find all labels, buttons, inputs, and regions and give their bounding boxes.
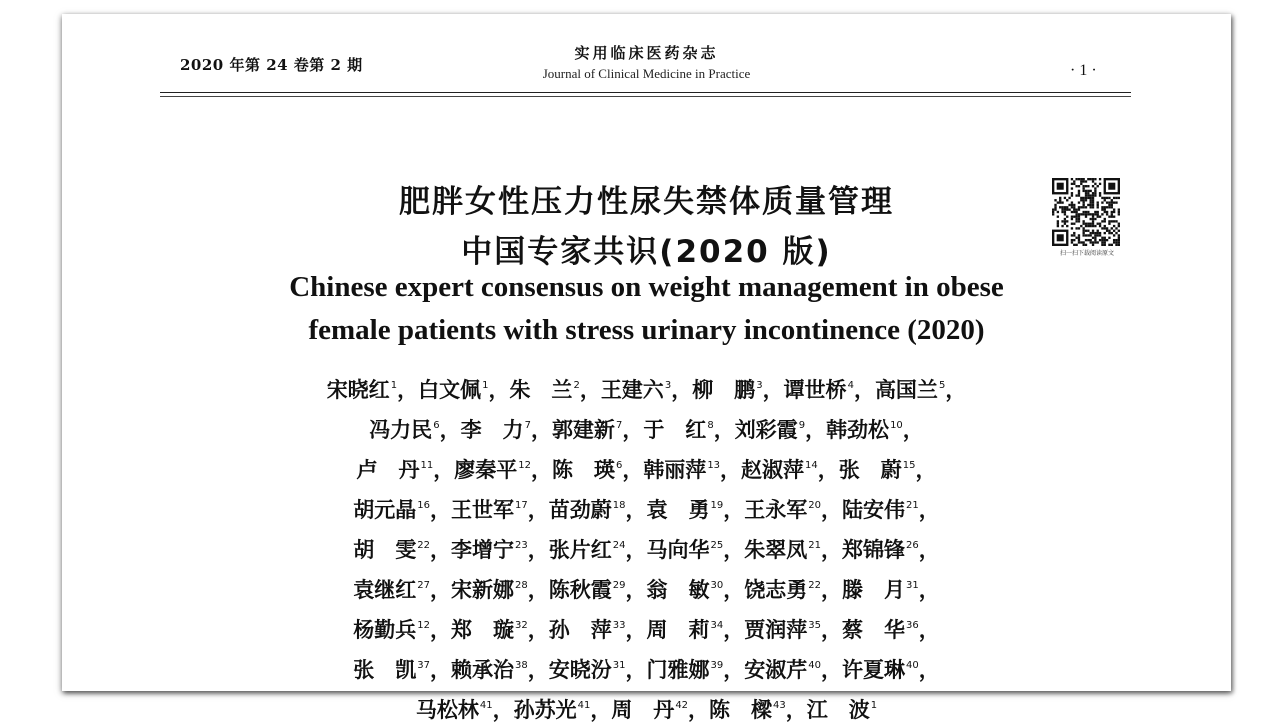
author-separator: ， bbox=[918, 538, 940, 562]
author bbox=[744, 618, 821, 642]
author-separator: ， bbox=[918, 498, 940, 522]
author-separator: ， bbox=[820, 618, 842, 642]
author-separator: ， bbox=[430, 578, 452, 602]
author-separator: ， bbox=[625, 618, 647, 642]
author-affiliation: 28 bbox=[515, 580, 528, 591]
author bbox=[549, 578, 626, 602]
author-name: 陆安伟 bbox=[841, 498, 905, 522]
author-list bbox=[62, 368, 1231, 728]
author bbox=[643, 418, 713, 442]
author-affiliation: 18 bbox=[612, 500, 626, 511]
author-name: 宋新娜 bbox=[451, 578, 515, 602]
author-name: 安淑芹 bbox=[744, 658, 808, 682]
author-line bbox=[62, 368, 1231, 408]
author-name: 马向华 bbox=[646, 538, 710, 562]
author-separator: ， bbox=[723, 578, 745, 602]
author bbox=[647, 578, 724, 602]
author bbox=[353, 578, 430, 602]
author-separator: ， bbox=[527, 538, 549, 562]
author bbox=[451, 618, 528, 642]
author-affiliation: 16 bbox=[417, 500, 431, 511]
author-name: 安晓汾 bbox=[548, 658, 612, 682]
author-separator: ， bbox=[439, 418, 461, 442]
journal-name-cn: 实用临床医药杂志 bbox=[574, 44, 719, 62]
author bbox=[709, 698, 786, 722]
author-name: 滕 月 bbox=[841, 578, 905, 602]
author-name: 卢 丹 bbox=[356, 458, 420, 482]
author-affiliation: 22 bbox=[808, 580, 821, 591]
author bbox=[601, 378, 671, 402]
author-separator: ， bbox=[433, 458, 455, 482]
author-affiliation: 5 bbox=[938, 380, 946, 391]
header-rule-thick bbox=[160, 92, 1131, 93]
author-name: 孙苏光 bbox=[513, 698, 577, 722]
author-affiliation: 39 bbox=[710, 660, 724, 671]
author-separator: ， bbox=[723, 538, 745, 562]
title-en-line-2: female patients with stress urinary incontinence (2020) bbox=[308, 314, 985, 346]
author-name: 胡 雯 bbox=[353, 538, 417, 562]
author-separator: ， bbox=[430, 538, 452, 562]
author bbox=[744, 658, 821, 682]
author bbox=[451, 658, 528, 682]
author-name: 李 力 bbox=[460, 418, 524, 442]
author-affiliation: 40 bbox=[905, 660, 919, 671]
author-affiliation: 40 bbox=[808, 660, 821, 671]
author-separator: ， bbox=[622, 458, 644, 482]
author-name: 袁继红 bbox=[353, 578, 417, 602]
author-name: 高国兰 bbox=[874, 378, 938, 402]
author bbox=[647, 618, 724, 642]
author-affiliation: 14 bbox=[805, 460, 818, 471]
author bbox=[643, 458, 720, 482]
author-name: 郭建新 bbox=[551, 418, 615, 442]
author-affiliation: 35 bbox=[808, 620, 821, 631]
author-separator: ， bbox=[671, 378, 693, 402]
author-name: 门雅娜 bbox=[646, 658, 710, 682]
author-name: 孙 萍 bbox=[548, 618, 612, 642]
title-cn-line-1: 肥胖女性压力性尿失禁体质量管理 bbox=[399, 184, 894, 220]
author bbox=[353, 658, 430, 682]
author bbox=[839, 458, 916, 482]
author-name: 白文佩 bbox=[418, 378, 482, 402]
author-affiliation: 10 bbox=[890, 420, 903, 431]
author-affiliation: 21 bbox=[905, 500, 919, 511]
author-affiliation: 29 bbox=[612, 580, 626, 591]
author-affiliation: 23 bbox=[515, 540, 528, 551]
author bbox=[744, 578, 821, 602]
author-name: 王建六 bbox=[600, 378, 664, 402]
author bbox=[744, 498, 821, 522]
author-affiliation: 31 bbox=[612, 660, 626, 671]
author bbox=[353, 538, 430, 562]
author bbox=[514, 698, 591, 722]
author bbox=[549, 498, 626, 522]
author-affiliation: 41 bbox=[479, 700, 493, 711]
author-line bbox=[62, 448, 1231, 488]
author-name: 陈 瑛 bbox=[551, 458, 615, 482]
author-name: 王世军 bbox=[451, 498, 515, 522]
header-rule-thin bbox=[160, 96, 1131, 97]
author-name: 郑 璇 bbox=[451, 618, 515, 642]
author-separator: ， bbox=[488, 378, 510, 402]
author-separator: ， bbox=[492, 698, 514, 722]
author-name: 刘彩霞 bbox=[734, 418, 798, 442]
paper-page bbox=[62, 14, 1231, 722]
author-separator: ， bbox=[430, 618, 452, 642]
author-name: 贾润萍 bbox=[744, 618, 808, 642]
author bbox=[369, 418, 439, 442]
author-name: 赖承治 bbox=[451, 658, 515, 682]
author-line bbox=[62, 528, 1231, 568]
title-en-line-1: Chinese expert consensus on weight management in obese bbox=[289, 271, 1004, 303]
author-separator: ， bbox=[430, 498, 452, 522]
qr-code-icon[interactable] bbox=[1052, 178, 1120, 246]
author-affiliation: 24 bbox=[612, 540, 626, 551]
author bbox=[741, 458, 818, 482]
author-name: 朱翠凤 bbox=[744, 538, 808, 562]
author-affiliation: 13 bbox=[707, 460, 721, 471]
author-affiliation: 38 bbox=[515, 660, 528, 671]
author-affiliation: 3 bbox=[756, 380, 763, 391]
author-separator: ， bbox=[622, 418, 644, 442]
author-name: 谭世桥 bbox=[783, 378, 847, 402]
author-affiliation: 36 bbox=[905, 620, 919, 631]
author-affiliation: 12 bbox=[518, 460, 531, 471]
author-name: 张片红 bbox=[548, 538, 612, 562]
author-name: 饶志勇 bbox=[744, 578, 808, 602]
author-name: 张 蔚 bbox=[838, 458, 902, 482]
author bbox=[842, 618, 919, 642]
author-separator: ， bbox=[625, 538, 647, 562]
author-affiliation: 30 bbox=[710, 580, 724, 591]
author-separator: ， bbox=[720, 458, 742, 482]
author-name: 许夏琳 bbox=[841, 658, 905, 682]
author-affiliation: 8 bbox=[707, 420, 714, 431]
author-separator: ， bbox=[625, 578, 647, 602]
journal-name-en: Journal of Clinical Medicine in Practice bbox=[542, 66, 751, 81]
author-separator: ， bbox=[579, 378, 601, 402]
author bbox=[842, 538, 919, 562]
author-separator: ， bbox=[590, 698, 612, 722]
author-separator: ， bbox=[527, 618, 549, 642]
author-name: 杨勤兵 bbox=[353, 618, 417, 642]
author-separator: ， bbox=[625, 498, 647, 522]
author-affiliation: 9 bbox=[798, 420, 806, 431]
author-affiliation: 43 bbox=[773, 700, 786, 711]
author-separator: ， bbox=[785, 698, 807, 722]
author-separator: ， bbox=[918, 658, 940, 682]
author bbox=[842, 498, 919, 522]
author bbox=[418, 378, 488, 402]
author bbox=[744, 538, 821, 562]
author-separator: ， bbox=[527, 578, 549, 602]
author bbox=[647, 658, 724, 682]
author-affiliation: 32 bbox=[515, 620, 528, 631]
author-name: 马松林 bbox=[415, 698, 479, 722]
author-affiliation: 7 bbox=[615, 420, 623, 431]
author-name: 廖秦平 bbox=[454, 458, 518, 482]
author-name: 胡元晶 bbox=[353, 498, 417, 522]
author-name: 周 莉 bbox=[646, 618, 710, 642]
author bbox=[647, 538, 724, 562]
author bbox=[552, 458, 622, 482]
author bbox=[549, 618, 626, 642]
author-name: 韩丽萍 bbox=[643, 458, 707, 482]
author bbox=[353, 618, 430, 642]
author bbox=[826, 418, 903, 442]
author-affiliation: 33 bbox=[612, 620, 626, 631]
author-name: 李增宁 bbox=[451, 538, 515, 562]
author-name: 朱 兰 bbox=[509, 378, 573, 402]
author bbox=[454, 458, 531, 482]
author-affiliation: 11 bbox=[420, 460, 434, 471]
author-line bbox=[62, 648, 1231, 688]
title-cn-line-2: 中国专家共识(2020 版) bbox=[461, 234, 832, 270]
author-affiliation: 17 bbox=[515, 500, 528, 511]
author bbox=[784, 378, 854, 402]
author-separator: ， bbox=[915, 458, 937, 482]
author-separator: ， bbox=[820, 538, 842, 562]
author-affiliation: 1 bbox=[482, 380, 489, 391]
author-name: 郑锦锋 bbox=[841, 538, 905, 562]
author-separator: ， bbox=[820, 498, 842, 522]
author-affiliation: 22 bbox=[417, 540, 431, 551]
author-name: 于 红 bbox=[643, 418, 707, 442]
author-name: 韩劲松 bbox=[826, 418, 890, 442]
author-affiliation: 1 bbox=[390, 380, 398, 391]
author-affiliation: 26 bbox=[905, 540, 919, 551]
author-name: 柳 鹏 bbox=[692, 378, 756, 402]
author-separator: ， bbox=[530, 418, 552, 442]
author bbox=[327, 378, 397, 402]
author-separator: ， bbox=[817, 458, 839, 482]
author-name: 袁 勇 bbox=[646, 498, 710, 522]
author-name: 蔡 华 bbox=[841, 618, 905, 642]
author-separator: ， bbox=[853, 378, 875, 402]
author-separator: ， bbox=[945, 378, 967, 402]
author-name: 张 凯 bbox=[353, 658, 417, 682]
issue-info: 2020 年第 24 卷第 2 期 bbox=[180, 56, 363, 74]
author-affiliation: 12 bbox=[417, 620, 431, 631]
author bbox=[356, 458, 433, 482]
author-separator: ， bbox=[805, 418, 827, 442]
author-separator: ， bbox=[762, 378, 784, 402]
author-affiliation: 21 bbox=[808, 540, 821, 551]
author bbox=[647, 498, 724, 522]
author-separator: ， bbox=[430, 658, 452, 682]
author-name: 苗劲蔚 bbox=[548, 498, 612, 522]
author-name: 王永军 bbox=[744, 498, 808, 522]
author bbox=[461, 418, 531, 442]
author-affiliation: 15 bbox=[902, 460, 916, 471]
author bbox=[451, 498, 528, 522]
author-separator: ， bbox=[688, 698, 710, 722]
author-affiliation: 20 bbox=[808, 500, 821, 511]
author-separator: ， bbox=[918, 618, 940, 642]
author-name: 冯力民 bbox=[369, 418, 433, 442]
author bbox=[842, 578, 919, 602]
author-affiliation: 6 bbox=[615, 460, 623, 471]
author bbox=[611, 698, 688, 722]
author-separator: ， bbox=[918, 578, 940, 602]
author bbox=[451, 578, 528, 602]
author-separator: ， bbox=[723, 498, 745, 522]
qr-caption: 扫一扫下载阅读原文 bbox=[1059, 250, 1114, 257]
author-separator: ， bbox=[527, 658, 549, 682]
author-separator: ， bbox=[723, 658, 745, 682]
author-affiliation: 6 bbox=[433, 420, 440, 431]
author-affiliation: 27 bbox=[417, 580, 431, 591]
author bbox=[875, 378, 945, 402]
author bbox=[549, 538, 626, 562]
author-separator: ， bbox=[625, 658, 647, 682]
author-affiliation: 31 bbox=[905, 580, 919, 591]
author bbox=[451, 538, 528, 562]
author-name: 周 丹 bbox=[611, 698, 675, 722]
author-affiliation: 2 bbox=[573, 380, 580, 391]
author bbox=[807, 698, 877, 722]
author-name: 江 波 bbox=[806, 698, 870, 722]
author-separator: ， bbox=[397, 378, 419, 402]
author bbox=[735, 418, 805, 442]
author-affiliation: 3 bbox=[664, 380, 672, 391]
author bbox=[552, 418, 622, 442]
author-affiliation: 42 bbox=[675, 700, 689, 711]
author-affiliation: 25 bbox=[710, 540, 724, 551]
author bbox=[549, 658, 626, 682]
author bbox=[509, 378, 579, 402]
author-separator: ， bbox=[820, 578, 842, 602]
author-separator: ， bbox=[723, 618, 745, 642]
author-separator: ， bbox=[902, 418, 924, 442]
author-name: 陈秋霞 bbox=[548, 578, 612, 602]
author-line bbox=[62, 488, 1231, 528]
author-line bbox=[62, 568, 1231, 608]
author-line bbox=[62, 688, 1231, 728]
author-name: 翁 敏 bbox=[646, 578, 710, 602]
author-separator: ， bbox=[820, 658, 842, 682]
author-line bbox=[62, 408, 1231, 448]
author-affiliation: 34 bbox=[710, 620, 724, 631]
author-separator: ， bbox=[713, 418, 735, 442]
author bbox=[692, 378, 762, 402]
author-line bbox=[62, 608, 1231, 648]
author-separator: ， bbox=[527, 498, 549, 522]
author bbox=[353, 498, 430, 522]
author-affiliation: 37 bbox=[417, 660, 431, 671]
author-name: 陈 樑 bbox=[709, 698, 773, 722]
author bbox=[842, 658, 919, 682]
author-name: 赵淑萍 bbox=[741, 458, 805, 482]
author-name: 宋晓红 bbox=[326, 378, 390, 402]
author-affiliation: 19 bbox=[710, 500, 724, 511]
author bbox=[416, 698, 493, 722]
author-affiliation: 7 bbox=[524, 420, 531, 431]
author-affiliation: 41 bbox=[577, 700, 591, 711]
page-number: · 1 · bbox=[1070, 62, 1097, 79]
author-affiliation: 4 bbox=[847, 380, 854, 391]
author-affiliation: 1 bbox=[870, 700, 878, 711]
author-separator: ， bbox=[530, 458, 552, 482]
